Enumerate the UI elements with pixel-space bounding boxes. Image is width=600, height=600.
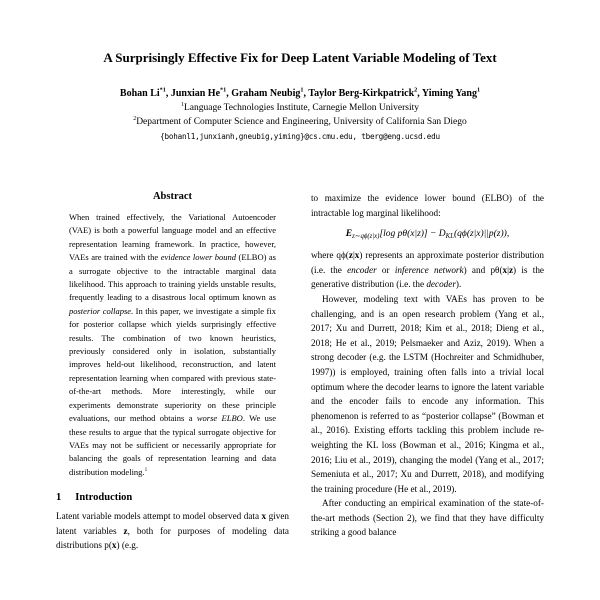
author-name: Junxian He$^{*1}$, — [170, 86, 232, 99]
abstract-body: When trained effectively, the Variational Autoencoder (VAE) is both a powerful language model and an effective representation learning framework. In practice, however, VAEs are trained with the evidence lower bound (ELBO) as a surrogate objective to the intractable marginal data likelihood. This approach to training yields unstable results, frequently leading to a disastrous local optimum known as posterior collapse. In this paper, we investigate a simple fix for posterior collapse which yields surprisingly effective results. The combination of two known heuristics, previously considered only in isolation, substantially improves held-out likelihood, reconstruction, and latent representation learning when compared with previous state-of-the-art methods. More interestingly, while our experiments demonstrate superiority on these principle evaluations, our method obtains a worse ELBO. We use these results to argue that the typical surrogate objective for VAEs may not be sufficient or necessarily appropriate for balancing the goals of representation learning and data distribution modeling.$^1$ — [69, 212, 277, 477]
author-name: Taylor Berg-Kirkpatrick$^2$, — [308, 86, 422, 99]
affiliations — [0, 102, 600, 129]
affiliation-line: $^1$Language Technologies Institute, Carnegie Mellon University — [181, 101, 419, 113]
author-name: Yiming Yang$^1$ — [421, 86, 481, 99]
emails-line: {bohanl1,junxianh,gneubig,yiming}@cs.cmu.edu, tberg@eng.ucsd.edu — [160, 132, 440, 141]
paragraph-encoder-decoder: where qϕ(z|x) represents an approximate posterior distribution (i.e. the encoder or inference network) and pθ(x|z) is the generative distribution (i.e. the decoder). — [311, 250, 544, 290]
equation-segment: (qϕ(z|x)||p(z)), — [453, 229, 510, 240]
equation-segment: [log pθ(x|z)] − D — [379, 229, 446, 240]
paragraph-posterior-collapse: However, modeling text with VAEs has proven to be challenging, and is an open research problem (Yang et al., 2017; Xu and Durrett, 2018; Kim et al., 2018; Dieng et al., 2018; He et al., 2019; Pelsmaeker and Aziz, 2019). When a strong decoder (e.g. the LSTM (Hochreiter and Schmidhuber, 1997)) is employed, training often falls into a trivial local optimum where the decoder learns to ignore the latent variable and the encoder fails to encode any information. This phenomenon is referred to as “posterior collapse” (Bowman et al., 2016). Existing efforts tackling this problem include re-weighting the KL loss (Bowman et al., 2016; Kingma et al., 2016; Liu et al., 2019), changing the model (Yang et al., 2017; Semeniuta et al., 2017; Xu and Durrett, 2018), and modifying the training procedure (He et al., 2019). — [311, 293, 544, 494]
equation-segment: E — [345, 229, 353, 240]
abstract-heading: Abstract — [152, 191, 193, 202]
author-name: Graham Neubig$^1$, — [231, 86, 309, 99]
paragraph-elbo-intro: to maximize the evidence lower bound (ELBO) of the intractable log marginal likelihood: — [311, 193, 544, 218]
right-column — [311, 191, 544, 553]
section-title: Introduction — [75, 492, 133, 504]
equation-segment: KL — [445, 233, 454, 241]
section-number: 1 — [56, 492, 62, 504]
section-heading-introduction — [56, 492, 289, 503]
authors-line — [0, 88, 600, 99]
paragraph-empirical-examination: After conducting an empirical examination of the state-of-the-art methods (Section 2), we find that they have difficulty striking a good balance — [311, 498, 544, 538]
elbo-equation — [311, 229, 544, 240]
affiliation-line: $^2$Department of Computer Science and Engineering, University of California San Diego — [133, 115, 467, 127]
left-column — [56, 191, 289, 553]
paper-title: A Surprisingly Effective Fix for Deep Latent Variable Modeling of Text — [103, 50, 497, 65]
two-column-body — [0, 191, 600, 553]
intro-paragraph: Latent variable models attempt to model observed data x given latent variables z, both for purposes of modeling data distributions p(x) (e.g. — [56, 511, 289, 551]
author-name: Bohan Li$^{*1}$, — [119, 86, 171, 99]
equation-segment: z∼qϕ(z|x) — [352, 233, 380, 241]
